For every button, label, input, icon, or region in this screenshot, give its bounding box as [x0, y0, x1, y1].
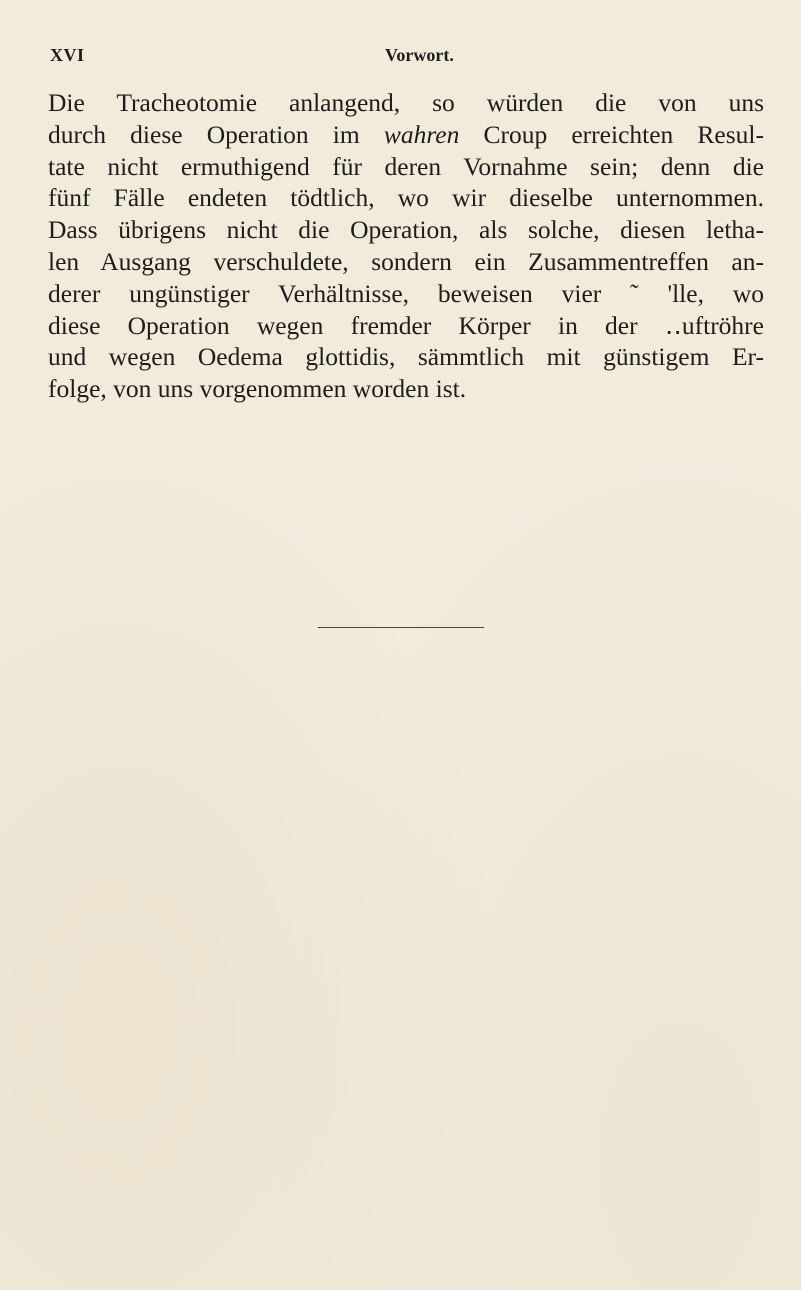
text-line: durch diese Operation im wahren Croup erreichten Resul- [48, 119, 764, 149]
body-paragraph [48, 87, 764, 405]
section-divider [318, 627, 484, 628]
text-line: len Ausgang verschuldete, sondern ein Zusammentreffen an- [48, 246, 764, 276]
text-line: derer ungünstiger Verhältnisse, beweisen vier ˜ 'lle, wo [48, 278, 764, 308]
text-line: und wegen Oedema glottidis, sämmtlich mit günstigem Er- [48, 342, 764, 372]
running-head: Vorwort. [385, 45, 454, 65]
text-line: Dass übrigens nicht die Operation, als solche, diesen letha- [48, 215, 764, 245]
text-line: tate nicht ermuthigend für deren Vornahme sein; denn die [48, 151, 764, 181]
text-line: fünf Fälle endeten tödtlich, wo wir dieselbe unternommen. [48, 183, 764, 213]
page-header [50, 45, 761, 71]
emphasized-word: wahren [383, 119, 460, 149]
text-line: Die Tracheotomie anlangend, so würden die von uns [48, 88, 764, 117]
page-number: XVI [50, 45, 85, 65]
text-line: folge, von uns vorgenommen worden ist. [48, 374, 467, 404]
text-line: diese Operation wegen fremder Körper in der ‥uftröhre [48, 310, 764, 340]
